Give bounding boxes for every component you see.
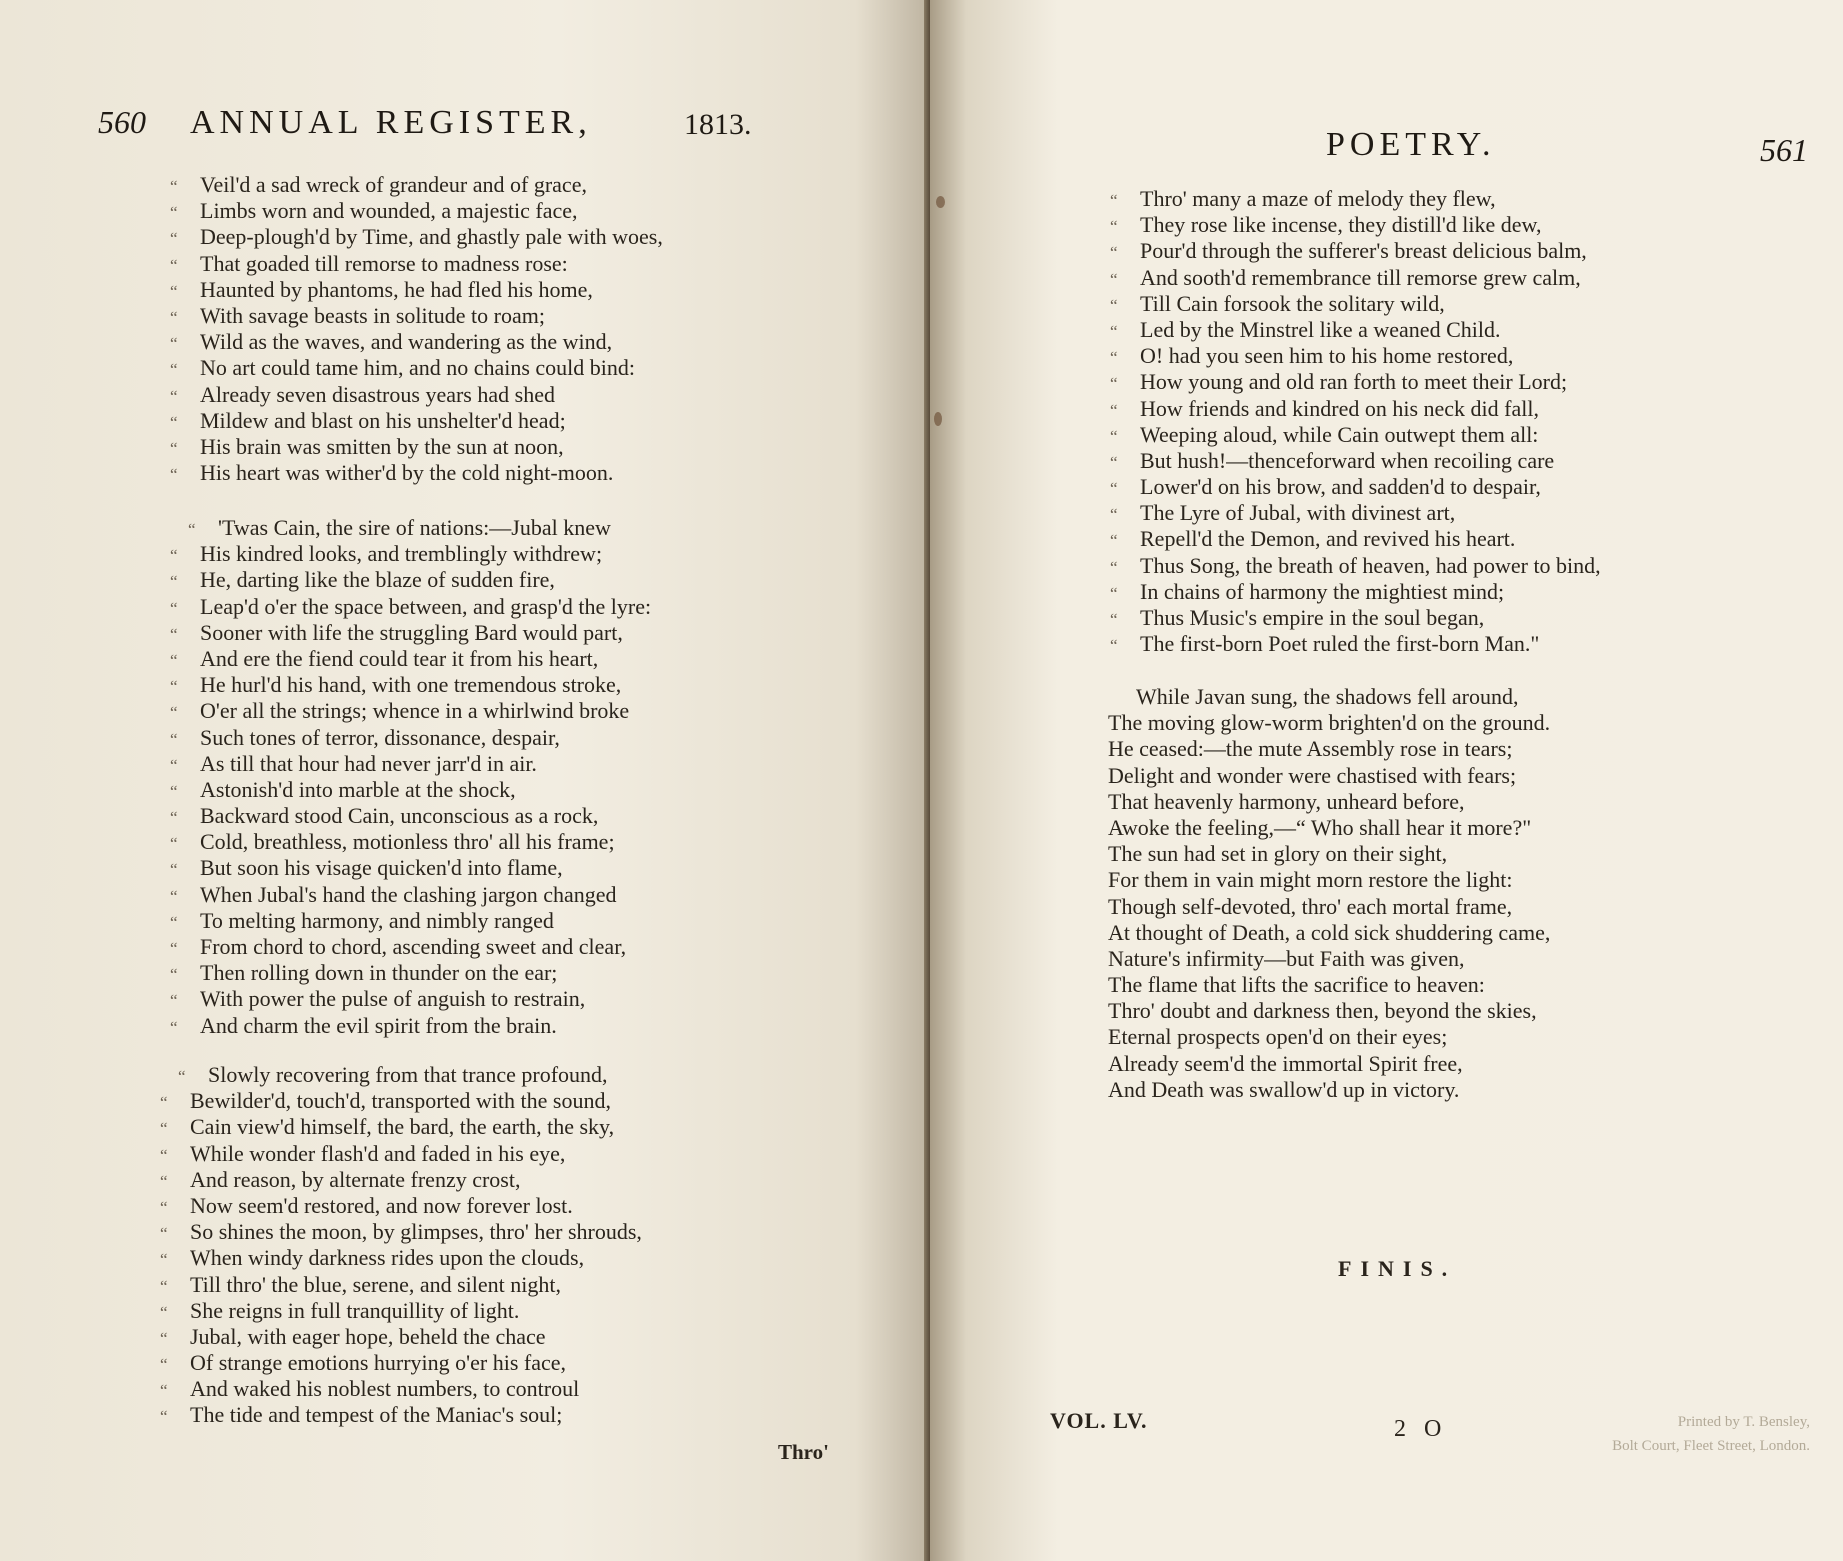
quote-mark: “ — [170, 360, 178, 380]
verse-line: Delight and wonder were chastised with fears; — [1108, 762, 1517, 788]
verse-line: The flame that lifts the sacrifice to heaven: — [1108, 972, 1485, 998]
verse-line — [170, 829, 651, 855]
verse-line — [1110, 474, 1601, 500]
verse-text: How young and old ran forth to meet their Lord; — [1140, 369, 1568, 395]
verse-text: No art could tame him, and no chains could bind: — [200, 355, 636, 381]
verse-text: Deep-plough'd by Time, and ghastly pale with woes, — [200, 224, 663, 250]
quote-mark: “ — [188, 520, 196, 539]
verse-text: Pour'd through the sufferer's breast delicious balm, — [1140, 238, 1587, 264]
verse-text: Wild as the waves, and wandering as the wind, — [200, 329, 613, 355]
verse-text: She reigns in full tranquillity of light. — [190, 1297, 520, 1323]
quote-mark: “ — [1110, 243, 1118, 263]
verse-text: Thro' many a maze of melody they flew, — [1140, 186, 1496, 211]
verse-line — [170, 224, 663, 250]
quote-mark: “ — [1110, 583, 1118, 603]
verse-line — [170, 646, 651, 672]
catchword: Thro' — [778, 1440, 829, 1464]
verse-text: Backward stood Cain, unconscious as a rock, — [200, 803, 599, 829]
quote-mark: “ — [160, 1250, 168, 1270]
quote-mark: “ — [1110, 636, 1118, 656]
printer-line-1: Printed by T. Bensley, — [1677, 1414, 1810, 1430]
verse-line — [170, 594, 651, 620]
left-page-number: 560 — [98, 104, 146, 140]
quote-mark: “ — [170, 281, 178, 301]
verse-text: The first-born Poet ruled the first-born Man." — [1140, 631, 1540, 657]
verse-text: He, darting like the blaze of sudden fire, — [200, 567, 555, 593]
verse-text: The Lyre of Jubal, with divinest art, — [1140, 500, 1456, 526]
verse-line — [170, 620, 651, 646]
left-running-head: ANNUAL REGISTER, — [190, 104, 592, 141]
verse-text: Astonish'd into marble at the shock, — [200, 776, 516, 802]
quote-mark: “ — [1110, 452, 1118, 472]
verse-line — [1110, 291, 1601, 317]
verse-line — [170, 567, 651, 593]
right-page-number: 561 — [1760, 132, 1808, 168]
verse-text: And charm the evil spirit from the brain. — [200, 1012, 557, 1038]
quote-mark: “ — [160, 1302, 168, 1322]
verse-text: Repell'd the Demon, and revived his heart. — [1140, 526, 1516, 552]
verse-text: They rose like incense, they distill'd like dew, — [1140, 212, 1542, 238]
verse-line — [1110, 553, 1601, 579]
verse-text: That goaded till remorse to madness rose: — [200, 250, 568, 276]
verse-text: How friends and kindred on his neck did fall, — [1140, 395, 1539, 421]
verse-line — [160, 1062, 642, 1088]
quote-mark: “ — [160, 1355, 168, 1375]
verse-line — [170, 986, 651, 1012]
verse-text: From chord to chord, ascending sweet and clear, — [200, 934, 627, 959]
verse-text: 'Twas Cain, the sire of nations:—Jubal knew — [218, 515, 611, 540]
verse-text: Weeping aloud, while Cain outwept them all: — [1140, 421, 1539, 447]
verse-line — [160, 1272, 642, 1298]
verse-text: Sooner with life the struggling Bard would part, — [200, 619, 623, 645]
quote-mark: “ — [170, 650, 178, 670]
verse-text: In chains of harmony the mightiest mind; — [1140, 578, 1505, 604]
verse-line — [1110, 186, 1601, 212]
verse-text: So shines the moon, by glimpses, thro' her shrouds, — [190, 1219, 642, 1245]
verse-text: When windy darkness rides upon the clouds, — [190, 1245, 585, 1271]
quote-mark: “ — [170, 334, 178, 354]
verse-line — [170, 434, 663, 460]
verse-line — [1110, 317, 1601, 343]
verse-text: Mildew and blast on his unshelter'd head; — [200, 407, 566, 433]
verse-text: Cain view'd himself, the bard, the earth, the sky, — [190, 1114, 615, 1140]
volume-mark: VOL. LV. — [1050, 1408, 1148, 1433]
verse-line — [170, 855, 651, 881]
right-stanza-2 — [1108, 684, 1550, 1103]
verse-text: Now seem'd restored, and now forever lost. — [190, 1192, 573, 1218]
quote-mark: “ — [1110, 348, 1118, 368]
finis: FINIS. — [1338, 1256, 1457, 1281]
verse-line — [170, 698, 651, 724]
verse-line — [170, 672, 651, 698]
quote-mark: “ — [1110, 531, 1118, 551]
quote-mark: “ — [160, 1276, 168, 1296]
verse-line — [170, 329, 663, 355]
verse-line — [170, 251, 663, 277]
left-stanza-1 — [170, 172, 663, 486]
quote-mark: “ — [170, 307, 178, 327]
verse-line — [170, 1013, 651, 1039]
quote-mark: “ — [170, 546, 178, 566]
verse-line — [170, 934, 651, 960]
right-running-head: POETRY. — [1326, 126, 1496, 163]
quote-mark: “ — [160, 1328, 168, 1348]
quote-mark: “ — [1110, 321, 1118, 341]
verse-text: Cold, breathless, motionless thro' all his frame; — [200, 829, 615, 855]
verse-line: Awoke the feeling,—“ Who shall hear it more?" — [1108, 814, 1532, 840]
ink-spot — [934, 412, 942, 426]
printer-line-2: Bolt Court, Fleet Street, London. — [1612, 1438, 1810, 1454]
quote-mark: “ — [170, 177, 178, 196]
verse-line — [1110, 369, 1601, 395]
verse-text: Till Cain forsook the solitary wild, — [1140, 290, 1445, 316]
verse-text: Leap'd o'er the space between, and grasp'd the lyre: — [200, 593, 652, 619]
quote-mark: “ — [1110, 217, 1118, 237]
verse-line — [160, 1114, 642, 1140]
verse-text: But soon his visage quicken'd into flame, — [200, 855, 563, 881]
quote-mark: “ — [170, 465, 178, 485]
verse-text: His brain was smitten by the sun at noon, — [200, 433, 564, 459]
verse-line — [170, 751, 651, 777]
verse-line: Eternal prospects open'd on their eyes; — [1108, 1024, 1448, 1050]
quote-mark: “ — [170, 939, 178, 958]
verse-text: And sooth'd remembrance till remorse grew calm, — [1140, 264, 1581, 290]
verse-line — [170, 960, 651, 986]
quote-mark: “ — [170, 624, 178, 644]
verse-line — [170, 515, 651, 541]
verse-line: Thro' doubt and darkness then, beyond the skies, — [1108, 998, 1537, 1024]
verse-line — [160, 1245, 642, 1271]
quote-mark: “ — [170, 912, 178, 932]
quote-mark: “ — [170, 203, 178, 223]
quote-mark: “ — [1110, 479, 1118, 499]
verse-line — [170, 198, 663, 224]
verse-text: Of strange emotions hurrying o'er his face, — [190, 1350, 567, 1376]
quote-mark: “ — [170, 808, 178, 828]
verse-line — [160, 1298, 642, 1324]
quote-mark: “ — [160, 1224, 168, 1244]
right-stanza-1 — [1110, 186, 1601, 657]
verse-line — [1110, 631, 1601, 657]
verse-line: Nature's infirmity—but Faith was given, — [1108, 945, 1465, 971]
quote-mark: “ — [170, 886, 178, 906]
quote-mark: “ — [170, 729, 178, 749]
verse-text: His heart was wither'd by the cold night-moon. — [200, 460, 614, 486]
quote-mark: “ — [170, 991, 178, 1011]
verse-line — [160, 1141, 642, 1167]
verse-line — [170, 277, 663, 303]
verse-text: Led by the Minstrel like a weaned Child. — [1140, 316, 1501, 342]
verse-line: The moving glow-worm brighten'd on the ground. — [1108, 710, 1551, 736]
verse-text: Thus Music's empire in the soul began, — [1140, 605, 1485, 630]
verse-text: Then rolling down in thunder on the ear; — [200, 960, 558, 986]
verse-text: Already seven disastrous years had shed — [200, 381, 555, 407]
verse-line — [1110, 343, 1601, 369]
quote-mark: “ — [170, 572, 178, 592]
verse-text: With power the pulse of anguish to restrain, — [200, 986, 586, 1012]
verse-line: While Javan sung, the shadows fell around, — [1136, 684, 1519, 709]
quote-mark: “ — [170, 677, 178, 697]
verse-line — [1110, 422, 1601, 448]
verse-text: With savage beasts in solitude to roam; — [200, 302, 545, 328]
verse-line: Though self-devoted, thro' each mortal frame, — [1108, 893, 1513, 919]
quote-mark: “ — [170, 755, 178, 775]
verse-text: And waked his noblest numbers, to controul — [190, 1376, 580, 1402]
verse-line — [1110, 526, 1601, 552]
verse-text: As till that hour had never jarr'd in air. — [200, 750, 537, 776]
verse-line — [170, 408, 663, 434]
printer-imprint — [1480, 1410, 1810, 1458]
verse-line — [160, 1219, 642, 1245]
quote-mark: “ — [160, 1171, 168, 1191]
verse-text: Bewilder'd, touch'd, transported with the sound, — [190, 1088, 611, 1114]
quote-mark: “ — [1110, 400, 1118, 420]
quote-mark: “ — [160, 1119, 168, 1139]
verse-line: Already seem'd the immortal Spirit free, — [1108, 1050, 1463, 1076]
verse-line — [170, 172, 663, 198]
verse-text: Limbs worn and wounded, a majestic face, — [200, 198, 578, 224]
verse-line — [1110, 212, 1601, 238]
verse-line — [170, 541, 651, 567]
verse-line — [160, 1402, 642, 1428]
quote-mark: “ — [1110, 295, 1118, 315]
quote-mark: “ — [160, 1093, 168, 1113]
left-stanza-3 — [160, 1062, 642, 1429]
left-running-year: 1813. — [684, 108, 752, 141]
quote-mark: “ — [1110, 505, 1118, 525]
verse-text: Lower'd on his brow, and sadden'd to despair, — [1140, 474, 1541, 500]
verse-text: His kindred looks, and tremblingly withdrew; — [200, 541, 603, 567]
left-stanza-2 — [170, 515, 651, 1039]
verse-text: Such tones of terror, dissonance, despair, — [200, 724, 560, 750]
quote-mark: “ — [170, 598, 178, 618]
verse-line: At thought of Death, a cold sick shuddering came, — [1108, 919, 1551, 945]
quote-mark: “ — [170, 965, 178, 985]
verse-text: He hurl'd his hand, with one tremendous stroke, — [200, 672, 622, 698]
ink-spot — [936, 196, 945, 208]
verse-line — [160, 1350, 642, 1376]
verse-text: Jubal, with eager hope, beheld the chace — [190, 1323, 546, 1349]
verse-line — [170, 460, 663, 486]
verse-line — [160, 1193, 642, 1219]
verse-line — [1110, 500, 1601, 526]
quote-mark: “ — [170, 386, 178, 406]
verse-line: And Death was swallow'd up in victory. — [1108, 1076, 1460, 1102]
verse-line — [170, 882, 651, 908]
quote-mark: “ — [170, 412, 178, 432]
verse-line — [160, 1376, 642, 1402]
verse-line — [160, 1324, 642, 1350]
verse-text: While wonder flash'd and faded in his eye, — [190, 1140, 566, 1166]
verse-line — [160, 1167, 642, 1193]
verse-line — [170, 303, 663, 329]
verse-text: Veil'd a sad wreck of grandeur and of grace, — [200, 172, 587, 197]
right-page — [930, 0, 1843, 1561]
quote-mark: “ — [1110, 374, 1118, 394]
quote-mark: “ — [1110, 557, 1118, 577]
verse-text: O'er all the strings; whence in a whirlwind broke — [200, 698, 630, 724]
quote-mark: “ — [1110, 610, 1118, 629]
verse-text: Haunted by phantoms, he had fled his home, — [200, 276, 593, 302]
quote-mark: “ — [1110, 269, 1118, 289]
verse-text: Till thro' the blue, serene, and silent night, — [190, 1271, 561, 1297]
verse-line — [1110, 265, 1601, 291]
verse-line: He ceased:—the mute Assembly rose in tears; — [1108, 736, 1513, 762]
quote-mark: “ — [160, 1197, 168, 1217]
verse-line — [170, 355, 663, 381]
verse-text: But hush!—thenceforward when recoiling care — [1140, 447, 1555, 473]
verse-line — [1110, 448, 1601, 474]
quote-mark: “ — [170, 860, 178, 880]
quote-mark: “ — [178, 1067, 186, 1086]
quote-mark: “ — [170, 703, 178, 723]
quote-mark: “ — [160, 1145, 168, 1165]
quote-mark: “ — [170, 255, 178, 275]
quote-mark: “ — [1110, 191, 1118, 210]
verse-line — [170, 803, 651, 829]
verse-text: Thus Song, the breath of heaven, had power to bind, — [1140, 552, 1601, 578]
verse-text: And reason, by alternate frenzy crost, — [190, 1166, 521, 1192]
verse-line — [170, 382, 663, 408]
quote-mark: “ — [170, 1017, 178, 1037]
verse-text: When Jubal's hand the clashing jargon changed — [200, 881, 617, 907]
verse-text: And ere the fiend could tear it from his heart, — [200, 645, 599, 671]
verse-line — [160, 1088, 642, 1114]
signature-mark: 2 O — [1394, 1416, 1448, 1442]
verse-text: To melting harmony, and nimbly ranged — [200, 907, 554, 933]
quote-mark: “ — [170, 229, 178, 249]
quote-mark: “ — [170, 438, 178, 458]
verse-text: O! had you seen him to his home restored, — [1140, 343, 1514, 369]
verse-text: The tide and tempest of the Maniac's soul; — [190, 1402, 563, 1428]
verse-line — [1110, 396, 1601, 422]
verse-line — [170, 908, 651, 934]
quote-mark: “ — [1110, 426, 1118, 446]
verse-line: For them in vain might morn restore the light: — [1108, 867, 1513, 893]
quote-mark: “ — [170, 781, 178, 801]
verse-line — [1110, 605, 1601, 631]
quote-mark: “ — [160, 1407, 168, 1427]
verse-line: The sun had set in glory on their sight, — [1108, 841, 1448, 867]
verse-line — [170, 777, 651, 803]
quote-mark: “ — [170, 834, 178, 854]
verse-text: Slowly recovering from that trance profound, — [208, 1062, 608, 1087]
verse-line: That heavenly harmony, unheard before, — [1108, 788, 1465, 814]
verse-line — [170, 725, 651, 751]
verse-line — [1110, 579, 1601, 605]
quote-mark: “ — [160, 1381, 168, 1401]
verse-line — [1110, 238, 1601, 264]
